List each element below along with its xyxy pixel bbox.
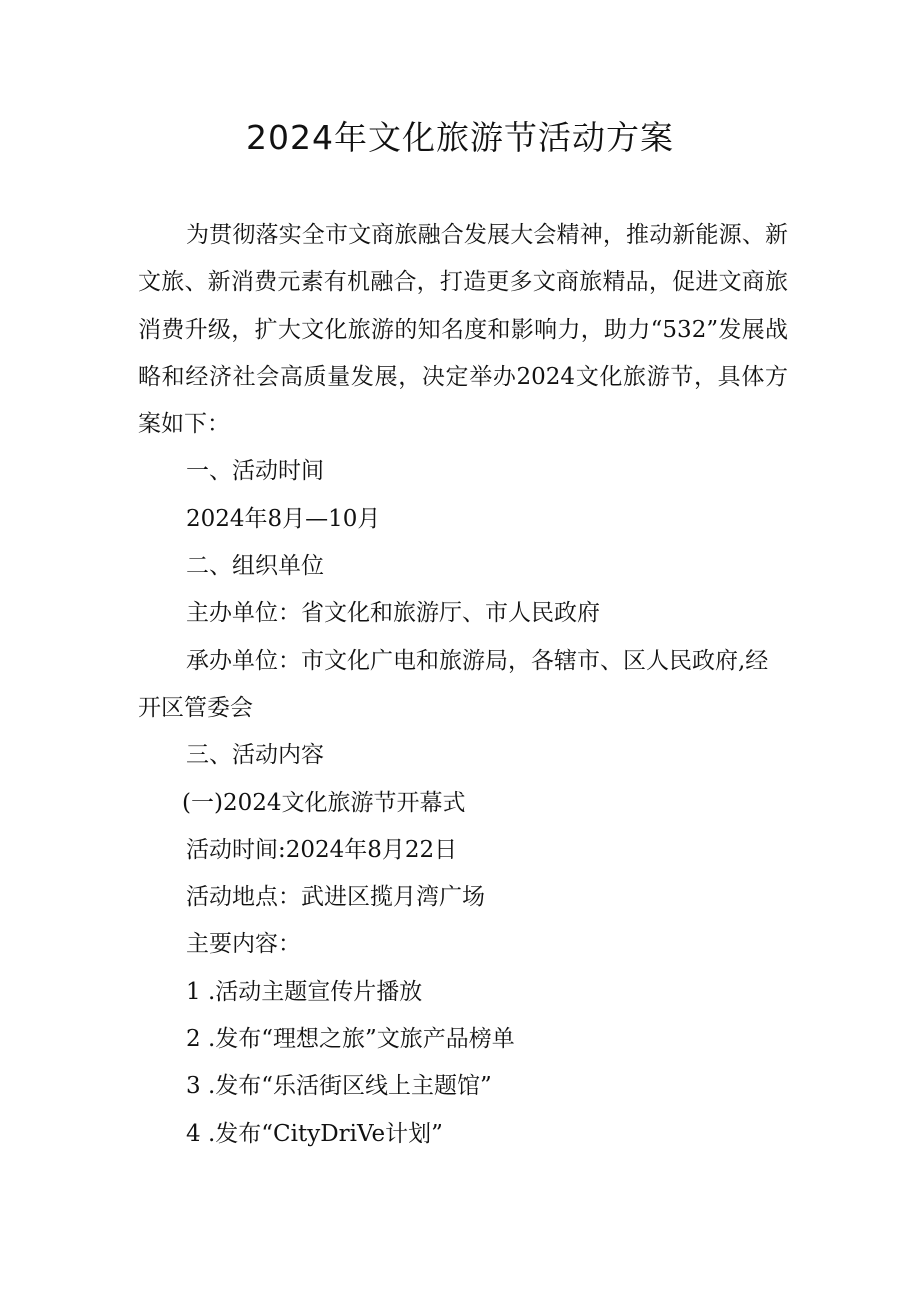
organizer-unit: 承办单位：市文化广电和旅游局，各辖市、区人民政府,经开区管委会: [138, 647, 769, 721]
intro-paragraph: 为贯彻落实全市文商旅融合发展大会精神，推动新能源、新文旅、新消费元素有机融合，打造更多文商旅精品，促进文商旅消费升级，扩大文化旅游的知名度和影响力，助力“532”发展战略和经济社会高质量发展，决定举办2024文化旅游节，具体方案如下：: [138, 222, 788, 438]
document-title: 2024年文化旅游节活动方案: [246, 118, 674, 157]
host-unit: 主办单位：省文化和旅游厅、市人民政府: [186, 600, 600, 627]
opening-ceremony-time: 活动时间:2024年8月22日: [186, 836, 458, 863]
opening-ceremony-place: 活动地点：武进区揽月湾广场: [186, 884, 485, 911]
section-heading-content: 三、活动内容: [186, 742, 324, 769]
activity-time-value: 2024年8月—10月: [186, 505, 381, 532]
main-content-label: 主要内容：: [186, 931, 301, 958]
list-item: 3 .发布“乐活街区线上主题馆”: [186, 1073, 492, 1100]
section-heading-time: 一、活动时间: [186, 458, 324, 485]
section-heading-organization: 二、组织单位: [186, 553, 324, 580]
list-item: 1 .活动主题宣传片播放: [186, 978, 423, 1005]
list-item: 2 .发布“理想之旅”文旅产品榜单: [186, 1026, 515, 1053]
document-body: [138, 212, 788, 1158]
subsection-opening-ceremony: (一)2024文化旅游节开幕式: [182, 789, 466, 816]
list-item: 4 .发布“CityDriVe计划”: [186, 1120, 443, 1147]
